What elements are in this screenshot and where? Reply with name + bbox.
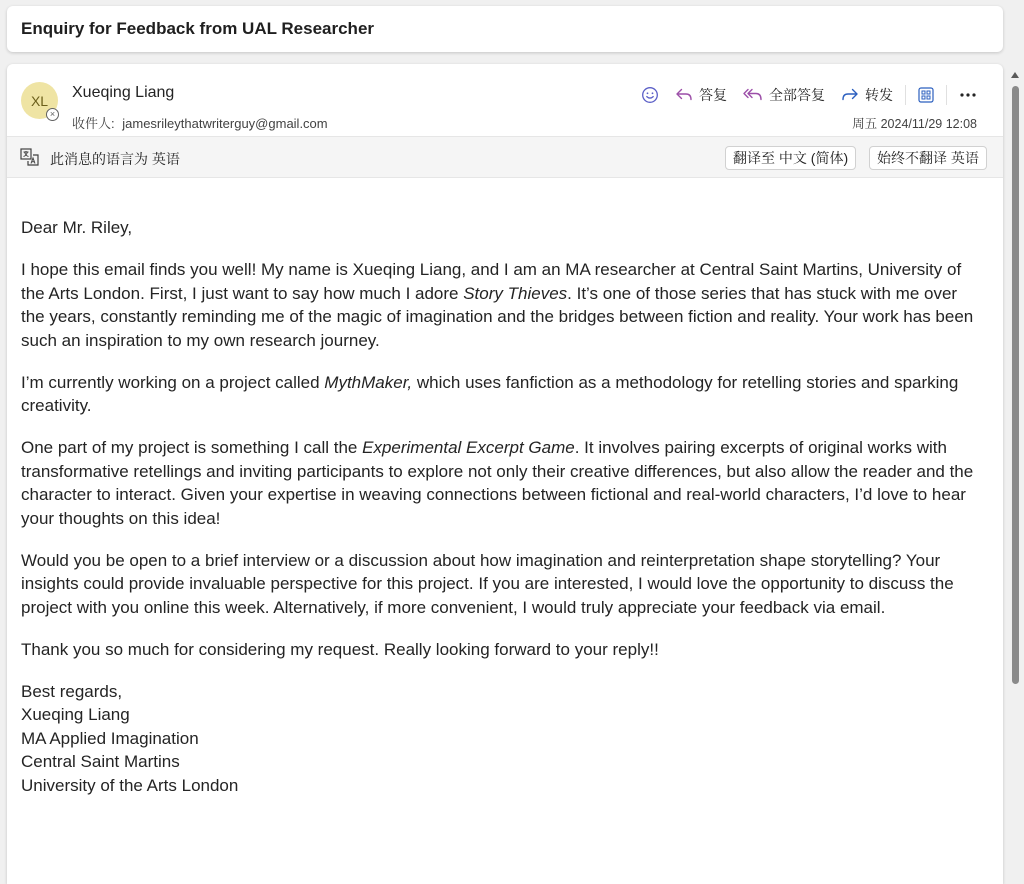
presence-unknown-icon: × bbox=[46, 108, 59, 121]
reply-label: 答复 bbox=[699, 87, 727, 103]
translate-icon bbox=[20, 148, 40, 166]
reply-all-button[interactable] bbox=[735, 82, 833, 108]
body-paragraph-2: I’m currently working on a project called MythMaker, which uses fanfiction as a methodology for retelling stories and sparking creativity. bbox=[21, 372, 959, 415]
body-paragraph-4: Would you be open to a brief interview or a discussion about how imagination and reinterpretation shape storytelling? Your insights could provide invaluable perspective for this project. If you are interested, I would love the opportunity to discuss the project with you online this week. Alternatively, if more convenient, I would truly appreciate your feedback via email. bbox=[21, 550, 954, 617]
recipient-address[interactable]: jamesrileythatwriterguy@gmail.com bbox=[122, 116, 328, 131]
to-label: 收件人: bbox=[72, 116, 115, 131]
reply-icon bbox=[675, 87, 693, 103]
signature-line: Xueqing Liang bbox=[21, 705, 130, 724]
signature-line: Central Saint Martins bbox=[21, 752, 180, 771]
sender-name[interactable]: Xueqing Liang bbox=[72, 84, 175, 101]
more-actions-button[interactable] bbox=[951, 82, 985, 108]
emoji-reaction-button[interactable] bbox=[633, 82, 667, 108]
apps-button[interactable] bbox=[910, 82, 942, 108]
scroll-thumb[interactable] bbox=[1012, 86, 1019, 684]
forward-icon bbox=[841, 87, 859, 103]
recipients-line bbox=[72, 113, 328, 132]
message-pane bbox=[7, 64, 1003, 884]
forward-label: 转发 bbox=[865, 87, 893, 103]
body-paragraph-5: Thank you so much for considering my request. Really looking forward to your reply!! bbox=[21, 639, 659, 659]
greeting: Dear Mr. Riley, bbox=[21, 218, 133, 237]
toolbar-divider bbox=[905, 85, 906, 105]
reply-button[interactable] bbox=[667, 82, 735, 108]
translation-bar bbox=[7, 136, 1003, 178]
message-toolbar bbox=[633, 82, 985, 108]
scroll-up-arrow-icon[interactable] bbox=[1011, 72, 1019, 78]
reply-all-icon bbox=[743, 87, 763, 103]
toolbar-divider bbox=[946, 85, 947, 105]
message-header bbox=[7, 64, 1003, 136]
signature-line: Best regards, bbox=[21, 681, 123, 701]
signature-line: University of the Arts London bbox=[21, 775, 239, 795]
subject-bar bbox=[7, 6, 1003, 52]
reply-all-label: 全部答复 bbox=[769, 87, 825, 103]
translate-button[interactable]: 翻译至 中文 (简体) bbox=[725, 146, 856, 170]
apps-grid-icon bbox=[918, 87, 934, 103]
message-body bbox=[21, 216, 983, 797]
never-translate-button[interactable]: 始终不翻译 英语 bbox=[869, 146, 987, 170]
body-paragraph-1: I hope this email finds you well! My name is Xueqing Liang, and I am an MA researcher at Central Saint Martins, University of the Arts London. First, I just want to say how much I adore Story Thieves. It’s one of those series that has stuck with me over the years, constantly reminding me of the magic of imagination and the bridges between fiction and reality. Your work has been such an inspiration to my own research journey. bbox=[21, 260, 974, 350]
email-subject: Enquiry for Feedback from UAL Researcher bbox=[21, 19, 375, 38]
vertical-scrollbar[interactable] bbox=[1011, 64, 1020, 872]
more-icon bbox=[959, 92, 977, 98]
body-paragraph-3: One part of my project is something I call the Experimental Excerpt Game. It involves pairing excerpts of original works with transformative retellings and inviting participants to explore not only their creative differences, but also allow the reader and the character to interact. Given your expertise in weaving connections between fictional and real-world characters, I’d love to hear your thoughts on this idea! bbox=[21, 438, 974, 528]
sent-date: 周五 2024/11/29 12:08 bbox=[852, 117, 977, 131]
signature bbox=[21, 680, 983, 798]
signature-line: MA Applied Imagination bbox=[21, 728, 199, 748]
forward-button[interactable] bbox=[833, 82, 901, 108]
avatar[interactable]: XL bbox=[21, 82, 58, 119]
language-notice: 此消息的语言为 英语 bbox=[50, 151, 180, 167]
smiley-icon bbox=[641, 86, 659, 104]
